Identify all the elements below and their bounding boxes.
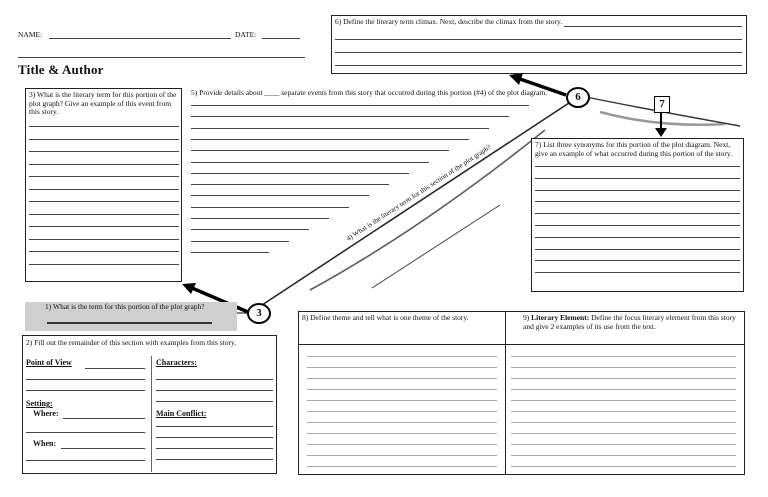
answer-line [535,237,740,238]
q6-text: 6) Define the literary term climax. Next, describe the climax from the story. [335,17,563,26]
answer-line [511,356,736,357]
q9-text: 9) Literary Element: Define the focus literary element from this story and give 2 examples of its use from the text. [523,313,736,331]
answer-line [511,400,736,401]
setting-label: Setting: [26,399,53,408]
answer-line [511,389,736,390]
answer-line [535,166,740,167]
answer-line [191,162,429,163]
q5-text: 5) Provide details about ____ separate events from this story that occurred during this portion (#4) of the plot diagram. [191,88,548,97]
answer-line [191,184,389,185]
answer-line [29,264,179,265]
q8-text: 8) Define theme and tell what is one theme of the story. [302,313,469,322]
box-climax [331,15,747,74]
answer-line [191,116,509,117]
answer-line [29,176,179,177]
answer-line [29,151,179,152]
answer-line [511,455,736,456]
answer-line [307,400,497,401]
answer-line [29,126,179,127]
answer-line [307,455,497,456]
box-exposition [25,88,182,282]
answer-line [511,433,736,434]
q1-text: 1) What is the term for this portion of the plot graph? [45,302,205,311]
q3-text: 3) What is the literary term for this portion of the plot graph? Give an example of this event from this story. [29,90,177,116]
answer-line [307,422,497,423]
marker-three: 3 [247,303,271,324]
box-falling-action [531,138,744,292]
answer-line [191,252,269,253]
answer-line [29,164,179,165]
answer-line [191,105,529,106]
answer-line [511,411,736,412]
answer-line [535,201,740,202]
answer-line [191,229,309,230]
page-title: Title & Author [18,62,104,77]
answer-line [511,444,736,445]
q4-text: 4) What is the literary term for this section of the plot graph? [345,143,493,243]
q2-text: 2) Fill out the remainder of this section with examples from this story. [26,338,237,347]
answer-line [307,466,497,467]
answer-line [191,241,289,242]
answer-line [511,367,736,368]
characters-label: Characters: [156,358,197,367]
marker-six: 6 [566,87,590,108]
answer-line [535,190,740,191]
answer-line [535,260,740,261]
q1-strip [25,302,237,331]
answer-line [307,367,497,368]
box-theme-literary [298,311,745,475]
answer-line [29,251,179,252]
answer-line [191,207,349,208]
answer-line [307,433,497,434]
date-label: DATE: [235,30,257,39]
answer-line [29,201,179,202]
answer-line [191,218,329,219]
answer-line [307,411,497,412]
answer-line [535,213,740,214]
answer-line [29,189,179,190]
answer-line [29,139,179,140]
answer-line [535,249,740,250]
answer-line [535,225,740,226]
answer-line [307,444,497,445]
answer-line [307,356,497,357]
answer-line [191,139,469,140]
answer-line [511,466,736,467]
answer-line [191,195,369,196]
main-conflict-label: Main Conflict: [156,409,207,418]
answer-line [511,422,736,423]
answer-line [29,239,179,240]
answer-line [191,173,409,174]
answer-line [29,226,179,227]
point-of-view-label: Point of View [26,358,72,367]
when-label: When: [33,439,57,448]
answer-line [307,389,497,390]
q7-text: 7) List three synonyms for this portion of the plot diagram. Next, give an example of what occurred during this portion of the story. [535,140,732,158]
answer-line [535,178,740,179]
box-setting-characters [22,335,277,474]
answer-line [511,378,736,379]
answer-line [191,150,449,151]
marker-seven: 7 [654,96,670,113]
answer-line [307,378,497,379]
answer-line [29,214,179,215]
answer-line [535,272,740,273]
where-label: Where: [33,409,59,418]
rising-action-line [262,101,572,305]
name-label: NAME: [18,30,43,39]
answer-line [191,128,489,129]
